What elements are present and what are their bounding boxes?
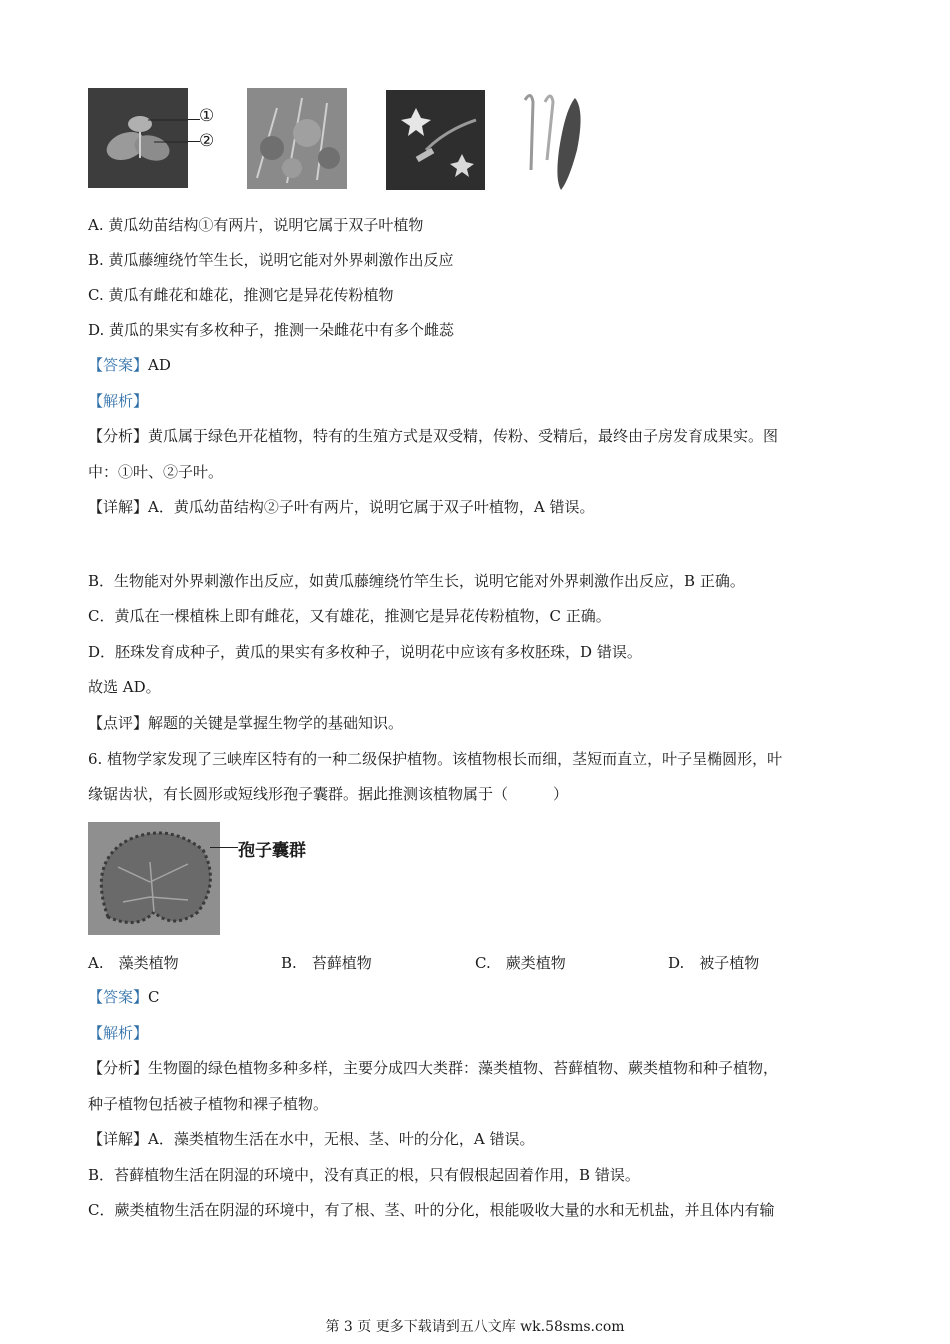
q6-analysis bbox=[88, 1058, 778, 1078]
page-footer: 第 3 页 更多下载请到五八文库 wk.58sms.com bbox=[325, 1319, 625, 1335]
q5-analysis-cont: 中：①叶、②子叶。 bbox=[88, 463, 224, 481]
comment-text: 解题的关键是掌握生物学的基础知识。 bbox=[148, 714, 404, 732]
label-circled-1: ① bbox=[199, 106, 215, 126]
q5-detail-d: D．胚珠发育成种子，黄瓜的果实有多枚种子，说明花中应该有多枚胚珠，D 错误。 bbox=[88, 643, 642, 661]
answer-tag: 【答案】 bbox=[88, 356, 149, 374]
q5-detail-c: C．黄瓜在一棵植株上即有雌花，又有雄花，推测它是异花传粉植物，C 正确。 bbox=[88, 607, 611, 625]
q5-analysis bbox=[88, 426, 778, 446]
q5-comment bbox=[88, 713, 403, 733]
cucumber-illustration bbox=[517, 90, 589, 192]
q5-option-a: A. 黄瓜幼苗结构①有两片，说明它属于双子叶植物 bbox=[88, 216, 424, 234]
q6-stem-2: 缘锯齿状，有长圆形或短线形孢子囊群。据此推测该植物属于（ ） bbox=[88, 785, 569, 803]
vine-photo bbox=[247, 88, 347, 189]
q6-option-c: C. 蕨类植物 bbox=[475, 954, 566, 972]
seedling-photo bbox=[88, 88, 188, 188]
q6-analysis-tag: 【解析】 bbox=[88, 1024, 149, 1042]
seedling-illustration bbox=[88, 88, 188, 188]
q5-option-c: C. 黄瓜有雌花和雄花，推测它是异花传粉植物 bbox=[88, 286, 394, 304]
answer-value: AD bbox=[148, 356, 171, 374]
answer-value: C bbox=[148, 988, 160, 1006]
q6-analysis-cont: 种子植物包括被子植物和裸子植物。 bbox=[88, 1095, 329, 1113]
comment-label: 【点评】 bbox=[88, 714, 149, 732]
answer-tag: 【答案】 bbox=[88, 988, 149, 1006]
q5-option-b: B. 黄瓜藤缠绕竹竿生长，说明它能对外界刺激作出反应 bbox=[88, 251, 454, 269]
q6-detail-a bbox=[88, 1129, 534, 1149]
q6-detail-b: B．苔藓植物生活在阴湿的环境中，没有真正的根，只有假根起固着作用，B 错误。 bbox=[88, 1166, 640, 1184]
fern-leaf-photo bbox=[88, 822, 220, 935]
q6-stem-1: 6. 植物学家发现了三峡库区特有的一种二级保护植物。该植物根长而细，茎短而直立，叶子呈椭圆形，叶 bbox=[88, 750, 783, 768]
analysis-label: 【分析】 bbox=[88, 427, 149, 445]
spore-label-line bbox=[210, 847, 238, 848]
analysis-text: 黄瓜属于绿色开花植物，特有的生殖方式是双受精，传粉、受精后，最终由子房发育成果实。图 bbox=[148, 427, 779, 445]
label-circled-2: ② bbox=[199, 131, 215, 151]
spore-label: 孢子囊群 bbox=[238, 841, 306, 861]
cucumber-photo bbox=[517, 90, 589, 192]
q5-detail-a bbox=[88, 497, 594, 517]
detail-text: A．黄瓜幼苗结构②子叶有两片，说明它属于双子叶植物，A 错误。 bbox=[148, 498, 595, 516]
flower-photo bbox=[386, 90, 485, 190]
q6-option-b: B. 苔藓植物 bbox=[281, 954, 372, 972]
q5-choose: 故选 AD。 bbox=[88, 678, 161, 696]
q6-option-d: D. 被子植物 bbox=[668, 954, 760, 972]
detail-label: 【详解】 bbox=[88, 498, 149, 516]
detail-label: 【详解】 bbox=[88, 1130, 149, 1148]
q5-option-d: D. 黄瓜的果实有多枚种子，推测一朵雌花中有多个雌蕊 bbox=[88, 321, 455, 339]
q5-analysis-tag: 【解析】 bbox=[88, 392, 149, 410]
q5-detail-b: B．生物能对外界刺激作出反应，如黄瓜藤缠绕竹竿生长，说明它能对外界刺激作出反应，B 正确。 bbox=[88, 572, 745, 590]
q6-detail-c: C．蕨类植物生活在阴湿的环境中，有了根、茎、叶的分化，根能吸收大量的水和无机盐，并且体内有输 bbox=[88, 1201, 775, 1219]
flower-illustration bbox=[386, 90, 485, 190]
vine-illustration bbox=[247, 88, 347, 189]
fern-leaf-illustration bbox=[88, 822, 220, 935]
analysis-text: 生物圈的绿色植物多种多样，主要分成四大类群：藻类植物、苔藓植物、蕨类植物和种子植物， bbox=[148, 1059, 779, 1077]
analysis-label: 【分析】 bbox=[88, 1059, 149, 1077]
detail-text: A．藻类植物生活在水中，无根、茎、叶的分化，A 错误。 bbox=[148, 1130, 535, 1148]
q5-answer bbox=[88, 355, 171, 375]
q6-answer bbox=[88, 987, 160, 1007]
q6-option-a: A. 藻类植物 bbox=[88, 954, 179, 972]
